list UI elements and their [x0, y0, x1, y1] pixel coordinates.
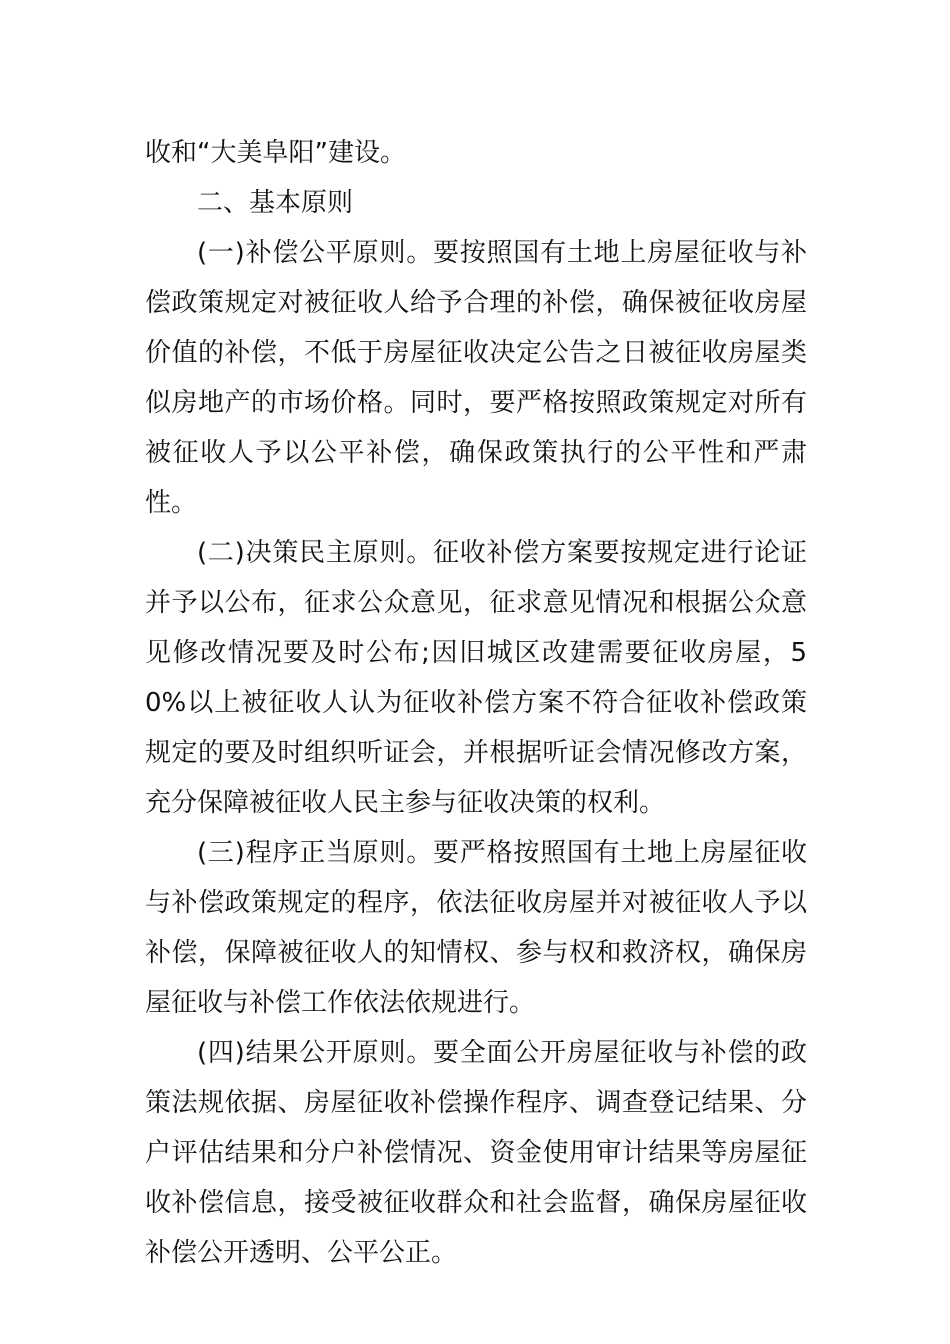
paragraph-principle-2: (二)决策民主原则。征收补偿方案要按规定进行论证并予以公布，征求公众意见，征求意见情况和根据公众意见修改情况要及时公布;因旧城区改建需要征收房屋，50%以上被征收人认为征收补偿方案不符合征收补偿政策规定的要及时组织听证会，并根据听证会情况修改方案，充分保障被征收人民主参与征收决策的权利。: [145, 538, 807, 818]
paragraph-principle-1: (一)补偿公平原则。要按照国有土地上房屋征收与补偿政策规定对被征收人给予合理的补偿，确保被征收房屋价值的补偿，不低于房屋征收决定公告之日被征收房屋类似房地产的市场价格。同时，要严格按照政策规定对所有被征收人予以公平补偿，确保政策执行的公平性和严肃性。: [145, 238, 807, 518]
document-page: [145, 128, 807, 1278]
paragraph-principle-4: (四)结果公开原则。要全面公开房屋征收与补偿的政策法规依据、房屋征收补偿操作程序、调查登记结果、分户评估结果和分户补偿情况、资金使用审计结果等房屋征收补偿信息，接受被征收群众和社会监督，确保房屋征收补偿公开透明、公平公正。: [145, 1038, 807, 1268]
section-heading: 二、基本原则: [197, 188, 354, 218]
paragraph-principle-3: (三)程序正当原则。要严格按照国有土地上房屋征收与补偿政策规定的程序，依法征收房屋并对被征收人予以补偿，保障被征收人的知情权、参与权和救济权，确保房屋征收与补偿工作依法依规进行。: [145, 838, 807, 1018]
paragraph-continuation: 收和“大美阜阳”建设。: [145, 138, 406, 168]
